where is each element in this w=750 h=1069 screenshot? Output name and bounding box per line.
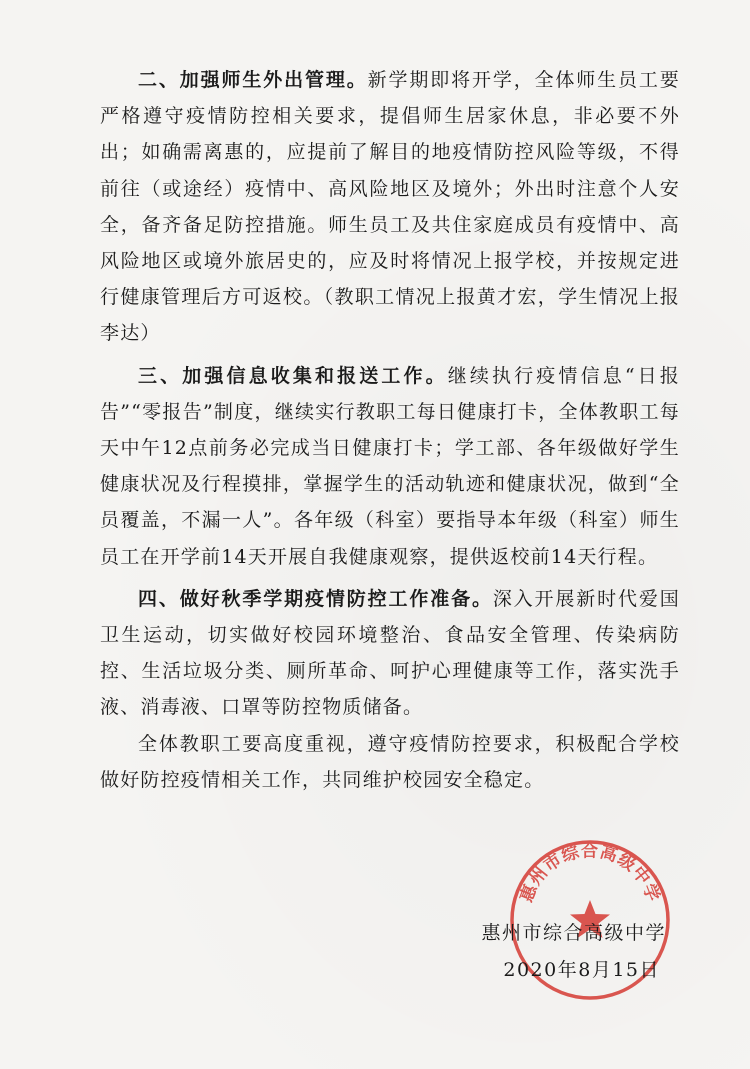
section-heading: 二、加强师生外出管理。 (138, 69, 368, 91)
svg-text:惠州市综合高级中学: 惠州市综合高级中学 (516, 841, 664, 906)
section-autumn-preparation (100, 581, 680, 726)
section-info-reporting (100, 358, 680, 575)
section-heading: 三、加强信息收集和报送工作。 (138, 364, 448, 387)
section-outing-management (100, 62, 680, 352)
closing-paragraph: 全体教职工要高度重视，遵守疫情防控要求，积极配合学校做好防控疫情相关工作，共同维护校园安全稳定。 (100, 732, 680, 791)
signature-date: 2020年8月15日 (503, 959, 660, 981)
signature-school: 惠州市综合高级中学 (481, 922, 666, 944)
section-heading: 四、做好秋季学期疫情防控工作准备。 (138, 587, 493, 610)
section-body: 继续执行疫情信息“日报告”“零报告”制度，继续实行教职工每日健康打卡，全体教职工每天中午12点前务必完成当日健康打卡；学工部、各年级做好学生健康状况及行程摸排，掌握学生的活动轨迹和健康状况，做到“全员覆盖，不漏一人”。各年级（科室）要指导本年级（科室）师生员工在开学前14天开展自我健康观察，提供返校前14天行程。 (100, 364, 680, 568)
section-body: 新学期即将开学，全体师生员工要严格遵守疫情防控相关要求，提倡师生居家休息，非必要不外出；如确需离惠的，应提前了解目的地疫情防控风险等级，不得前往（或途经）疫情中、高风险地区及境外；外出时注意个人安全，备齐备足防控措施。师生员工及共住家庭成员有疫情中、高风险地区或境外旅居史的，应及时将情况上报学校，并按规定进行健康管理后方可返校。（教职工情况上报黄才宏，学生情况上报李达） (100, 69, 680, 345)
section-body: 深入开展新时代爱国卫生运动，切实做好校园环境整治、食品安全管理、传染病防控、生活垃圾分类、厕所革命、呵护心理健康等工作，落实洗手液、消毒液、口罩等防控物质储备。 (100, 587, 680, 719)
document-body (100, 62, 680, 798)
